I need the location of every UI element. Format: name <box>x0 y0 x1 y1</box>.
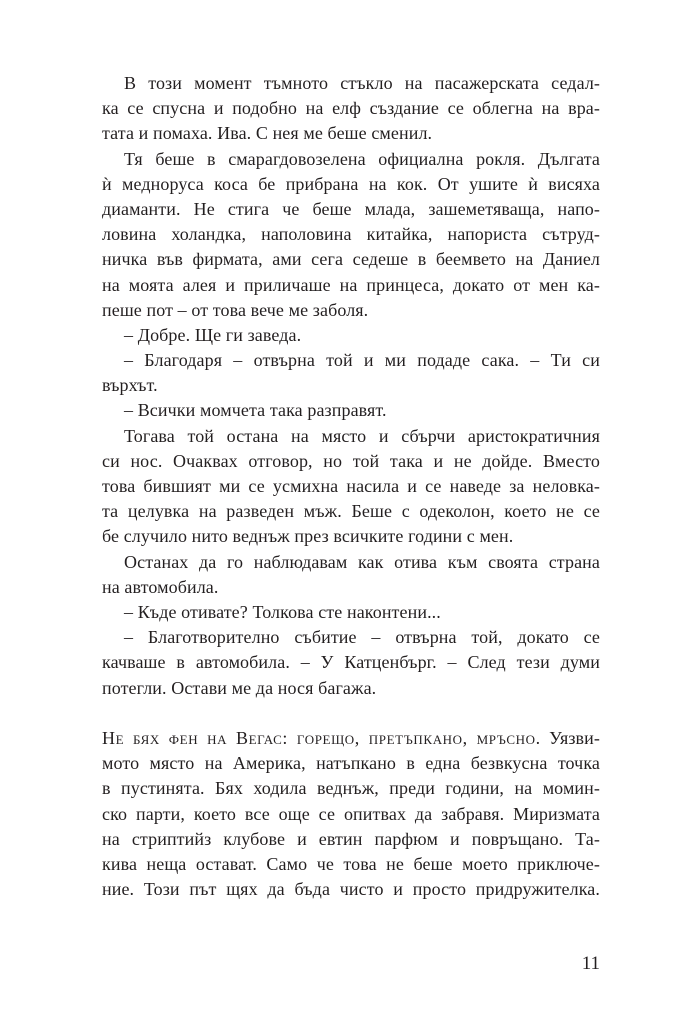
text-line: пеше пот – от това вече ме заболя. <box>102 299 369 320</box>
text-line: тата и помаха. Ива. С нея ме беше сменил. <box>102 123 433 144</box>
text-line: ско парти, което все още се опитвах да забравя. Миризмата <box>102 803 600 824</box>
text-line: – Всички момчета така разправят. <box>124 400 387 421</box>
text-line: ловина холандка, наполовина китайка, напориста сътруд- <box>102 224 600 245</box>
text-line: Тя беше в смарагдовозелена официална рокля. Дългата <box>124 148 600 169</box>
text-line: – Благодаря – отвърна той и ми подаде сака. – Ти си <box>124 350 600 371</box>
text-section-one <box>102 71 600 701</box>
text-line: – Къде отивате? Толкова сте наконтени... <box>124 601 441 622</box>
text-line: мото място на Америка, натъпкано в една безвкусна точка <box>102 753 600 774</box>
text-line: в пустинята. Бях ходила веднъж, преди години, на момин- <box>102 778 600 799</box>
text-line: бе случило нито веднъж през всичките години с мен. <box>102 526 514 547</box>
text-line: та целувка на разведен мъж. Беше с одеколон, което не се <box>102 501 600 522</box>
text-line: кива неща остават. Само че това не беше моето приключе- <box>102 853 600 874</box>
text-line: на автомобила. <box>102 576 219 597</box>
text-line <box>102 726 600 751</box>
text-line: В този момент тъмното стъкло на пасажерската седал- <box>124 73 600 93</box>
text-line: върхът. <box>102 375 158 396</box>
text-line: на стриптийз клубове и евтин парфюм и повръщано. Та- <box>102 828 600 849</box>
text-line: потегли. Остави ме да нося багажа. <box>102 677 377 698</box>
text-line: – Благотворително събитие – отвърна той, докато се <box>124 627 600 648</box>
text-line: диаманти. Не стига че беше млада, зашеметяваща, напо- <box>102 198 600 219</box>
text-line: ѝ меднoруса коса бе прибрана на кок. От ушите ѝ висяха <box>102 173 600 194</box>
text-line: ничка във фирмата, ами сега седеше в беемвето на Даниел <box>102 249 600 270</box>
text-line: това бившият ми се усмихна насила и се наведе за неловка- <box>102 476 600 496</box>
text-line: Останах да го наблюдавам как отива към своята страна <box>124 551 600 572</box>
text-line: – Добре. Ще ги заведа. <box>124 324 302 345</box>
section-lead-in: Не бях фен на Вегас: горещо, претъпкано, мръсно. <box>102 728 541 748</box>
text-line: ние. Този път щях да бъда чисто и просто придружителка. <box>102 879 600 900</box>
text-line: ка се спусна и подобно на елф създание се облегна на вра- <box>102 98 600 119</box>
text-line: на моята алея и приличаше на принцеса, докато от мен ка- <box>102 274 600 295</box>
text-section-two <box>102 726 600 902</box>
text-line-rest: Уязви- <box>540 728 600 748</box>
text-line: си нос. Очаквах отговор, но той така и не дойде. Вместо <box>102 450 600 471</box>
text-line: Тогава той остана на място и сбърчи аристократичния <box>124 425 600 446</box>
page-number: 11 <box>581 953 600 974</box>
text-line: качваше в автомобила. – У Катценбърг. – След тези думи <box>102 652 600 673</box>
